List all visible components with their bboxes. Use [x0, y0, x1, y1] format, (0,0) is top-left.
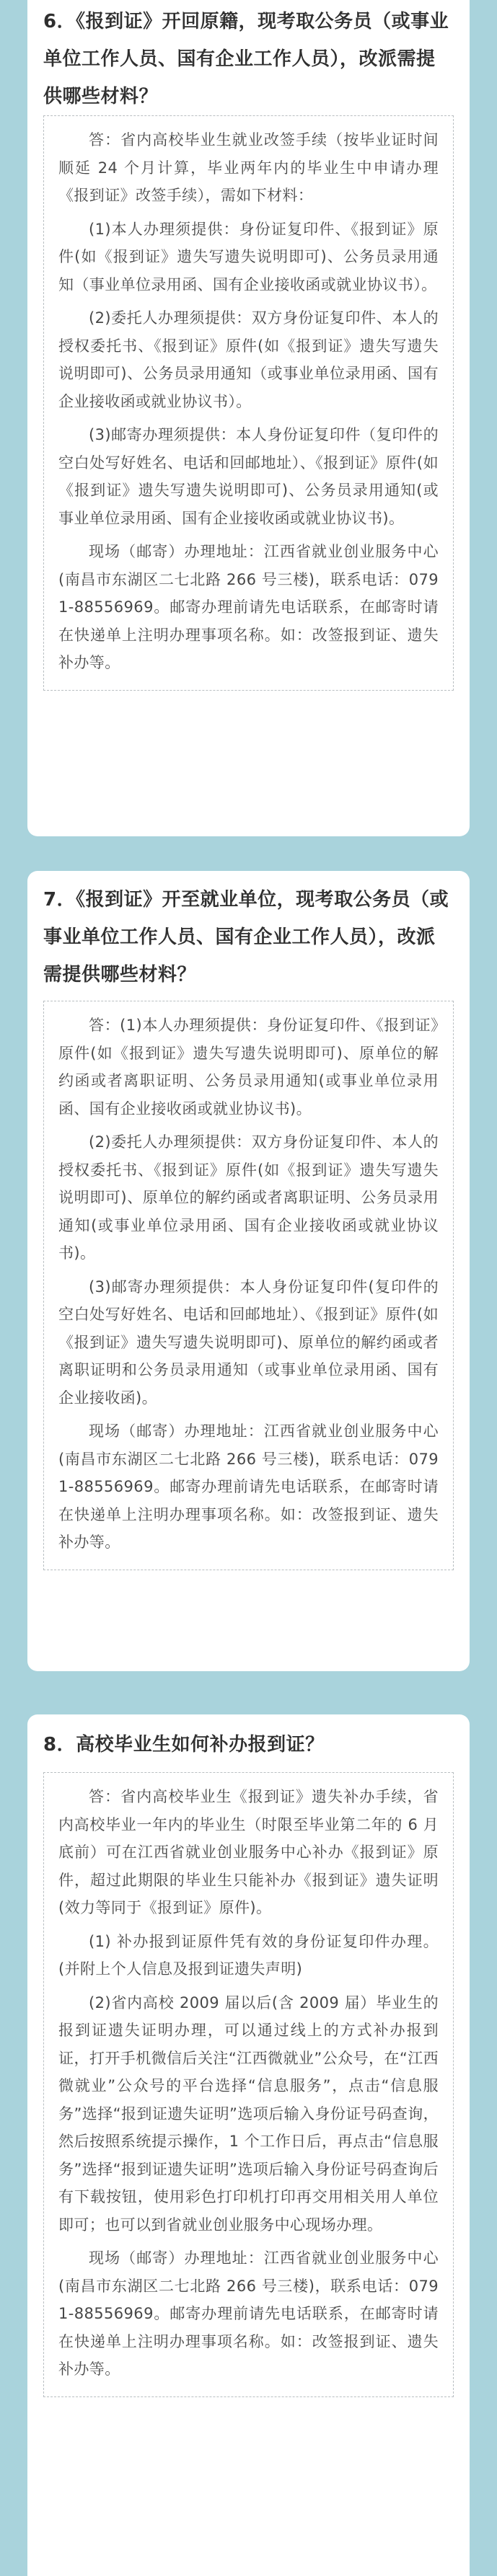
- answer-box-7: [43, 1001, 454, 1570]
- answer-paragraph: (2)省内高校 2009 届以后(含 2009 届）毕业生的报到证遗失证明办理，可以通过线上的方式补办报到证，打开手机微信后关注“江西微就业”公众号，在“江西微就业”公众号的平台选择“信息服务”，点击“信息服务”选择“报到证遗失证明”选项后输入身份证号码查询，然后按照系统提示操作，1 个工作日后，再点击“信息服务”选择“报到证遗失证明”选项后输入身份证号码查询后有下载按钮，使用彩色打印机打印再交用相关用人单位即可；也可以到省就业创业服务中心现场办理。: [58, 1993, 439, 2234]
- answer-paragraph: 现场（邮寄）办理地址：江西省就业创业服务中心(南昌市东湖区二七北路 266 号三楼)，联系电话：0791-88556969。邮寄办理前请先电话联系，在邮寄时请在快递单上注明办理事项名称。如：改签报到证、遗失补办等。: [58, 1422, 439, 1551]
- answer-paragraph: (1)本人办理须提供：身份证复印件、《报到证》原件(如《报到证》遗失写遗失说明即可)、公务员录用通知（事业单位录用函、国有企业接收函或就业协议书）。: [58, 220, 439, 293]
- answer-paragraph: (1) 补办报到证原件凭有效的身份证复印件办理。(并附上个人信息及报到证遗失声明): [58, 1932, 439, 1978]
- answer-paragraph: 答：省内高校毕业生就业改签手续（按毕业证时间顺延 24 个月计算，毕业两年内的毕业生中申请办理《报到证》改签手续），需如下材料：: [58, 131, 439, 204]
- faq-card-8: [27, 1714, 470, 2576]
- answer-paragraph: 现场（邮寄）办理地址：江西省就业创业服务中心(南昌市东湖区二七北路 266 号三楼)，联系电话：0791-88556969。邮寄办理前请先电话联系，在邮寄时请在快递单上注明办理事项名称。如：改签报到证、遗失补办等。: [58, 2249, 439, 2378]
- question-title-7: 7．《报到证》开至就业单位，现考取公务员（或事业单位工作人员、国有企业工作人员），改派需提供哪些材料？: [43, 889, 449, 986]
- question-title-8: 8．高校毕业生如何补办报到证？: [43, 1734, 325, 1756]
- answer-paragraph: (2)委托人办理须提供：双方身份证复印件、本人的授权委托书、《报到证》原件(如《报到证》遗失写遗失说明即可)、公务员录用通知（或事业单位录用函、国有企业接收函或就业协议书）。: [58, 309, 439, 410]
- answer-paragraph: (2)委托人办理须提供：双方身份证复印件、本人的授权委托书、《报到证》原件(如《报到证》遗失写遗失说明即可)、原单位的解约函或者离职证明、公务员录用通知(或事业单位录用函、国有企业接收函或就业协议书)。: [58, 1133, 439, 1262]
- answer-paragraph: (3)邮寄办理须提供：本人身份证复印件(复印件的空白处写好姓名、电话和回邮地址）、《报到证》原件(如《报到证》遗失写遗失说明即可)、原单位的解约函或者离职证明和公务员录用通知（或事业单位录用函、国有企业接收函)。: [58, 1278, 439, 1407]
- answer-paragraph: 答：省内高校毕业生《报到证》遗失补办手续，省内高校毕业一年内的毕业生（时限至毕业第二年的 6 月底前）可在江西省就业创业服务中心补办《报到证》原件，超过此期限的毕业生只能补办《报到证》遗失证明(效力等同于《报到证》原件)。: [58, 1788, 439, 1916]
- answer-box-6: [43, 115, 454, 691]
- faq-card-6: [27, 0, 470, 836]
- answer-paragraph: (3)邮寄办理须提供：本人身份证复印件（复印件的空白处写好姓名、电话和回邮地址）、《报到证》原件(如《报到证》遗失写遗失说明即可)、公务员录用通知(或事业单位录用函、国有企业接收函或就业协议书)。: [58, 426, 439, 527]
- answer-paragraph: 答：(1)本人办理须提供：身份证复印件、《报到证》原件(如《报到证》遗失写遗失说明即可)、原单位的解约函或者离职证明、公务员录用通知(或事业单位录用函、国有企业接收函或就业协议书)。: [58, 1017, 439, 1117]
- question-title-6: 6．《报到证》开回原籍，现考取公务员（或事业单位工作人员、国有企业工作人员），改派需提供哪些材料？: [43, 11, 449, 107]
- faq-card-7: [27, 871, 470, 1671]
- answer-box-8: [43, 1772, 454, 2397]
- answer-paragraph: 现场（邮寄）办理地址：江西省就业创业服务中心(南昌市东湖区二七北路 266 号三楼)，联系电话：0791-88556969。邮寄办理前请先电话联系，在邮寄时请在快递单上注明办理事项名称。如：改签报到证、遗失补办等。: [58, 543, 439, 671]
